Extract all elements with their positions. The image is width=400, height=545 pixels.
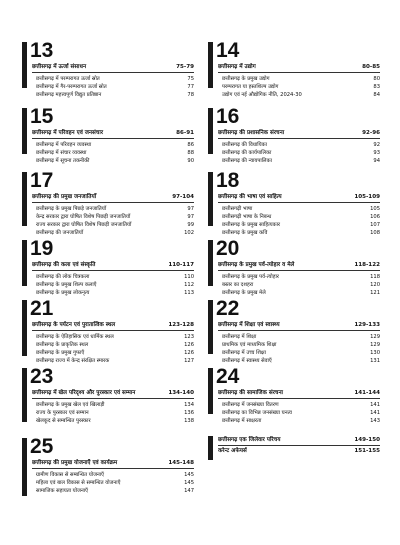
chapter-title-row[interactable] <box>32 321 194 331</box>
chapter-title: छत्तीसगढ़ की सामाजिक संरचना <box>218 390 283 396</box>
appendix-bar <box>208 436 213 460</box>
topic-title: छत्तीसगढ़ के प्रमुख लोकनृत्य <box>36 290 90 296</box>
topic-title: परम्परागत या हस्तशिल्प उद्योग <box>222 84 279 90</box>
topic-row[interactable] <box>32 341 194 349</box>
topic-title: राज्य के पुरस्कार एवं सम्मान <box>36 410 89 416</box>
topic-row[interactable] <box>218 157 380 165</box>
chapter-title-row[interactable] <box>218 193 380 203</box>
topic-row[interactable] <box>32 141 194 149</box>
chapter-number: 13 <box>30 39 54 62</box>
topic-title: छत्तीसगढ़ की कार्यपालिका <box>222 150 272 156</box>
chapter-entries <box>32 129 194 165</box>
topic-page: 86 <box>187 142 194 148</box>
chapter-entries <box>32 321 194 365</box>
chapter-block <box>22 436 194 496</box>
chapter-title: छत्तीसगढ़ के प्रमुख पर्व-त्योहार व मेले <box>218 262 295 268</box>
chapter-pages: 75-79 <box>176 64 194 70</box>
chapter-entries <box>218 389 380 425</box>
chapter-pages: 86-91 <box>176 130 194 136</box>
topic-page: 120 <box>370 282 380 288</box>
chapter-block <box>208 169 380 236</box>
topic-row[interactable] <box>32 75 194 83</box>
topic-row[interactable] <box>32 157 194 165</box>
chapter-title-row[interactable] <box>218 321 380 331</box>
chapter-title-row[interactable] <box>32 389 194 399</box>
chapter-number: 16 <box>216 105 240 128</box>
topic-title: छत्तीसगढ़ में संचार व्यवस्था <box>36 150 87 156</box>
topic-page: 138 <box>184 418 194 424</box>
topic-row[interactable] <box>218 281 380 289</box>
chapter-block <box>208 237 380 296</box>
chapter-pages: 80-85 <box>362 64 380 70</box>
chapter-number: 15 <box>30 105 54 128</box>
chapter-title-row[interactable] <box>32 129 194 139</box>
chapter-bar <box>208 42 213 88</box>
chapter-number: 21 <box>30 297 54 320</box>
topic-page: 106 <box>370 214 380 220</box>
chapter-block <box>22 366 194 422</box>
topic-row[interactable] <box>32 205 194 213</box>
chapter-entries <box>32 389 194 425</box>
chapter-pages: 97-104 <box>172 194 194 200</box>
topic-row[interactable] <box>218 229 380 237</box>
appendix-pages: 149-150 <box>354 437 380 443</box>
chapter-bar <box>22 108 27 154</box>
topic-row[interactable] <box>218 83 380 91</box>
chapter-title-row[interactable] <box>218 129 380 139</box>
chapter-number: 18 <box>216 169 240 192</box>
chapter-block <box>208 297 380 364</box>
topic-page: 123 <box>184 334 194 340</box>
topic-page: 77 <box>187 84 194 90</box>
topic-title: छत्तीसगढ़ी भाषा <box>222 206 253 212</box>
appendix-pages: 151-155 <box>354 448 380 454</box>
topic-row[interactable] <box>218 221 380 229</box>
chapter-number: 24 <box>216 365 240 388</box>
topic-row[interactable] <box>32 289 194 297</box>
topic-row[interactable] <box>32 229 194 237</box>
chapter-entries <box>218 193 380 237</box>
topic-row[interactable] <box>32 149 194 157</box>
topic-title: ग्रामीण विकास से सम्बन्धित योजनाएँ <box>36 472 105 478</box>
chapter-bar <box>208 108 213 154</box>
topic-title: छत्तीसगढ़ में स्वास्थ्य सेवाएँ <box>222 358 272 364</box>
topic-title: छत्तीसगढ़ की लोक चित्रकला <box>36 274 90 280</box>
chapter-title: छत्तीसगढ़ में खेल परिदृश्य और पुरस्कार एवं सम्मान <box>32 390 136 396</box>
topic-title: छत्तीसगढ़ में गैर-परम्परागत ऊर्जा स्रोत <box>36 84 107 90</box>
topic-page: 99 <box>187 222 194 228</box>
chapter-title: छत्तीसगढ़ में उद्योग <box>218 64 256 70</box>
topic-title: छत्तीसगढ़ की विधायिका <box>222 142 267 148</box>
topic-page: 108 <box>370 230 380 236</box>
chapter-title: छत्तीसगढ़ के पर्यटन एवं पुरातात्विक स्थल <box>32 322 116 328</box>
topic-page: 84 <box>373 92 380 98</box>
topic-title: छत्तीसगढ़ राज्य में केन्द्र संरक्षित स्मारक <box>36 358 110 364</box>
topic-row[interactable] <box>218 149 380 157</box>
chapter-title: छत्तीसगढ़ की कला एवं संस्कृति <box>32 262 96 268</box>
topic-page: 143 <box>370 418 380 424</box>
chapter-title: छत्तीसगढ़ की भाषा एवं साहित्य <box>218 194 282 200</box>
chapter-title-row[interactable] <box>32 261 194 271</box>
appendix-row[interactable] <box>218 447 380 456</box>
chapter-number: 17 <box>30 169 54 192</box>
topic-page: 130 <box>370 350 380 356</box>
topic-page: 145 <box>184 472 194 478</box>
topic-title: छत्तीसगढ़ के प्रमुख शिल्प कलाएँ <box>36 282 97 288</box>
topic-row[interactable] <box>32 479 194 487</box>
topic-page: 110 <box>184 274 194 280</box>
appendix-entries <box>218 436 380 456</box>
chapter-entries <box>32 261 194 297</box>
topic-row[interactable] <box>218 409 380 417</box>
topic-page: 88 <box>187 150 194 156</box>
chapter-bar <box>22 172 27 226</box>
chapter-block <box>208 105 380 164</box>
chapter-title-row[interactable] <box>32 193 194 203</box>
chapter-block <box>22 297 194 364</box>
topic-row[interactable] <box>32 401 194 409</box>
topic-title: छत्तीसगढ़ के प्रमुख खेल एवं खिलाड़ी <box>36 402 105 408</box>
topic-page: 83 <box>373 84 380 90</box>
chapter-bar <box>208 368 213 414</box>
chapter-title: छत्तीसगढ़ की प्रमुख जनजातियाँ <box>32 194 97 200</box>
chapter-title-row[interactable] <box>32 63 194 73</box>
topic-page: 97 <box>187 214 194 220</box>
topic-row[interactable] <box>218 273 380 281</box>
topic-title: खेलकूद से सम्बन्धित पुरस्कार <box>36 418 91 424</box>
topic-title: बस्तर का दशहरा <box>222 282 254 288</box>
topic-page: 92 <box>373 142 380 148</box>
topic-row[interactable] <box>218 401 380 409</box>
topic-row[interactable] <box>32 487 194 495</box>
topic-row[interactable] <box>32 357 194 365</box>
topic-page: 147 <box>184 488 194 494</box>
topic-row[interactable] <box>32 471 194 479</box>
topic-page: 94 <box>373 158 380 164</box>
chapter-bar <box>22 368 27 422</box>
topic-row[interactable] <box>218 205 380 213</box>
topic-row[interactable] <box>32 417 194 425</box>
topic-title: छत्तीसगढ़ की न्यायपालिका <box>222 158 272 164</box>
chapter-bar <box>22 42 27 88</box>
topic-title: छत्तीसगढ़ में उच्च शिक्षा <box>222 350 266 356</box>
appendix-row[interactable] <box>218 436 380 446</box>
topic-page: 136 <box>184 410 194 416</box>
chapter-title: छत्तीसगढ़ में परिवहन एवं जनसंचार <box>32 130 104 136</box>
topic-row[interactable] <box>218 91 380 99</box>
topic-row[interactable] <box>32 333 194 341</box>
topic-page: 102 <box>184 230 194 236</box>
topic-row[interactable] <box>218 213 380 221</box>
chapter-title: छत्तीसगढ़ की प्रमुख योजनाएँ एवं कार्यक्रम <box>32 460 118 466</box>
topic-title: छत्तीसगढ़ में परिवहन व्यवस्था <box>36 142 92 148</box>
topic-title: छत्तीसगढ़ के प्रमुख गुफाएँ <box>36 350 85 356</box>
topic-row[interactable] <box>218 75 380 83</box>
chapter-bar <box>22 438 27 496</box>
chapter-title: छत्तीसगढ़ की प्रशासनिक संरचना <box>218 130 285 136</box>
topic-title: छत्तीसगढ़ में जनसंख्या वितरण <box>222 402 279 408</box>
topic-title: छत्तीसगढ़ के प्रमुख मेले <box>222 290 266 296</box>
topic-title: राज्य सरकार द्वारा घोषित विशेष पिछड़ी जनजातियाँ <box>36 222 132 228</box>
topic-row[interactable] <box>32 221 194 229</box>
chapter-bar <box>208 172 213 226</box>
appendix-title: छत्तीसगढ़ एक जिलेवार परिचय <box>218 437 281 443</box>
chapter-pages: 110-117 <box>168 262 194 268</box>
topic-row[interactable] <box>32 91 194 99</box>
chapter-pages: 134-140 <box>168 390 194 396</box>
topic-title: छत्तीसगढ़ के ऐतिहासिक एवं धार्मिक स्थल <box>36 334 114 340</box>
chapter-title-row[interactable] <box>218 261 380 271</box>
topic-page: 93 <box>373 150 380 156</box>
topic-row[interactable] <box>218 417 380 425</box>
chapter-pages: 123-128 <box>168 322 194 328</box>
chapter-pages: 118-122 <box>354 262 380 268</box>
chapter-block <box>22 169 194 236</box>
chapter-entries <box>32 459 194 495</box>
topic-row[interactable] <box>218 341 380 349</box>
topic-title: छत्तीसगढ़ में शिक्षा <box>222 334 257 340</box>
topic-title: छत्तीसगढ़ के प्राकृतिक स्थल <box>36 342 89 348</box>
topic-page: 118 <box>370 274 380 280</box>
topic-title: छत्तीसगढ़ के प्रमुख पिछड़े जनजातियाँ <box>36 206 107 212</box>
chapter-entries <box>218 63 380 99</box>
topic-row[interactable] <box>32 273 194 281</box>
chapter-entries <box>218 321 380 365</box>
topic-title: छत्तीसगढ़ में सूचना तकनीकी <box>36 158 90 164</box>
chapter-number: 23 <box>30 365 54 388</box>
topic-page: 80 <box>373 76 380 82</box>
topic-page: 129 <box>370 334 380 340</box>
topic-page: 121 <box>370 290 380 296</box>
topic-page: 90 <box>187 158 194 164</box>
topic-page: 97 <box>187 206 194 212</box>
topic-row[interactable] <box>32 213 194 221</box>
chapter-title-row[interactable] <box>218 389 380 399</box>
topic-title: छत्तीसगढ़ का विभिन्न जनसंख्या घनत्व <box>222 410 292 416</box>
topic-title: छत्तीसगढ़ में परम्परागत ऊर्जा स्रोत <box>36 76 100 82</box>
topic-title: छत्तीसगढ़ के प्रमुख साहित्यकार <box>222 222 281 228</box>
topic-row[interactable] <box>32 281 194 289</box>
topic-page: 112 <box>184 282 194 288</box>
topic-page: 127 <box>184 358 194 364</box>
chapter-pages: 141-144 <box>354 390 380 396</box>
chapter-block <box>22 237 194 296</box>
topic-title: छत्तीसगढ़ी भाषा के निबन्ध <box>222 214 272 220</box>
topic-title: छत्तीसगढ़ के प्रमुख पर्व-त्योहार <box>222 274 279 280</box>
topic-title: छत्तीसगढ़ के प्रमुख उद्योग <box>222 76 270 82</box>
chapter-pages: 145-148 <box>168 460 194 466</box>
chapter-title: छत्तीसगढ़ में शिक्षा एवं स्वास्थ्य <box>218 322 280 328</box>
topic-page: 105 <box>370 206 380 212</box>
chapter-title-row[interactable] <box>32 459 194 469</box>
appendix-title: करेन्ट अफेयर्स <box>218 448 247 454</box>
topic-title: छत्तीसगढ़ के प्रमुख कवि <box>222 230 268 236</box>
chapter-number: 14 <box>216 39 240 62</box>
topic-row[interactable] <box>218 349 380 357</box>
chapter-entries <box>32 193 194 237</box>
topic-row[interactable] <box>32 83 194 91</box>
chapter-bar <box>208 300 213 354</box>
topic-page: 145 <box>184 480 194 486</box>
chapter-pages: 92-96 <box>362 130 380 136</box>
topic-row[interactable] <box>218 333 380 341</box>
chapter-block <box>22 39 194 98</box>
chapter-pages: 129-133 <box>354 322 380 328</box>
topic-title: छत्तीसगढ़ महत्त्वपूर्ण विद्युत प्रतिष्ठान <box>36 92 102 98</box>
topic-page: 141 <box>370 410 380 416</box>
topic-page: 129 <box>370 342 380 348</box>
chapter-block <box>208 39 380 98</box>
chapter-title: छत्तीसगढ़ में ऊर्जा संसाधन <box>32 64 87 70</box>
topic-page: 126 <box>184 350 194 356</box>
topic-row[interactable] <box>32 409 194 417</box>
topic-row[interactable] <box>218 357 380 365</box>
chapter-number: 25 <box>30 435 54 458</box>
topic-page: 75 <box>187 76 194 82</box>
topic-title: छत्तीसगढ़ की जनजातियाँ <box>36 230 84 236</box>
topic-title: छत्तीसगढ़ में साक्षरता <box>222 418 262 424</box>
topic-title: उद्योग एवं नई औद्योगिक नीति, 2024-30 <box>222 92 302 98</box>
chapter-number: 22 <box>216 297 240 320</box>
chapter-entries <box>32 63 194 99</box>
chapter-entries <box>218 129 380 165</box>
topic-row[interactable] <box>218 289 380 297</box>
topic-page: 113 <box>184 290 194 296</box>
chapter-bar <box>22 300 27 356</box>
topic-page: 141 <box>370 402 380 408</box>
chapter-number: 19 <box>30 237 54 260</box>
topic-title: सामाजिक सहायता योजनाएँ <box>36 488 88 494</box>
topic-row[interactable] <box>218 141 380 149</box>
topic-page: 134 <box>184 402 194 408</box>
topic-page: 78 <box>187 92 194 98</box>
appendix-block <box>208 436 380 462</box>
chapter-number: 20 <box>216 237 240 260</box>
chapter-title-row[interactable] <box>218 63 380 73</box>
chapter-bar <box>208 240 213 286</box>
topic-title: प्राथमिक एवं माध्यमिक शिक्षा <box>222 342 277 348</box>
topic-row[interactable] <box>32 349 194 357</box>
topic-page: 126 <box>184 342 194 348</box>
chapter-bar <box>22 240 27 286</box>
topic-title: महिला एवं बाल विकास से सम्बन्धित योजनाएँ <box>36 480 121 486</box>
topic-title: केन्द्र सरकार द्वारा घोषित विशेष पिछड़ी जनजातियाँ <box>36 214 131 220</box>
chapter-pages: 105-109 <box>354 194 380 200</box>
topic-page: 131 <box>370 358 380 364</box>
chapter-entries <box>218 261 380 297</box>
topic-page: 107 <box>370 222 380 228</box>
chapter-block <box>22 105 194 164</box>
chapter-block <box>208 365 380 424</box>
